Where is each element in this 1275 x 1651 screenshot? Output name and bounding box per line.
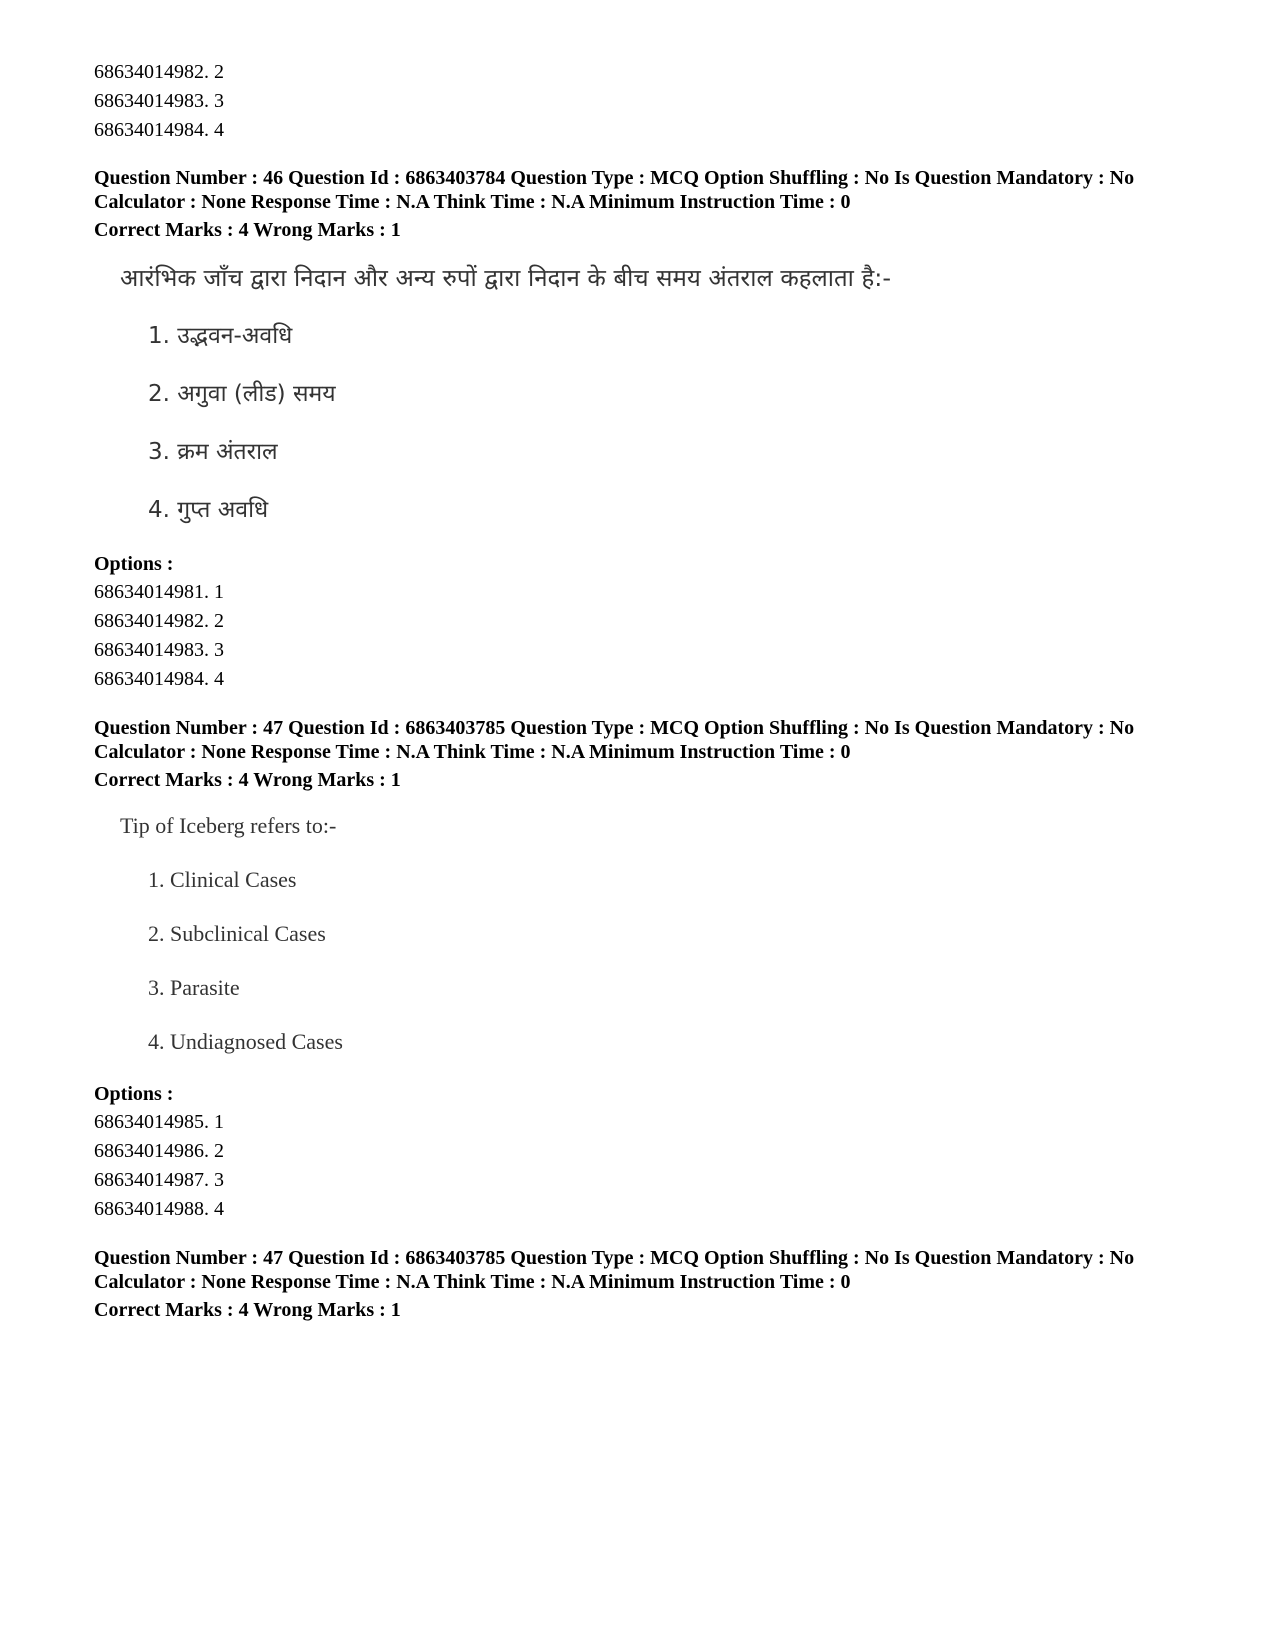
choice-item: 2. अगुवा (लीड) समय <box>148 381 336 407</box>
option-line: 68634014985. 1 <box>94 1111 224 1133</box>
question-content <box>120 810 1204 1058</box>
document-page <box>94 58 1204 1346</box>
options-label: Options : <box>94 1083 174 1105</box>
question-stem: आरंभिक जाँच द्वारा निदान और अन्य रुपों द्वारा निदान के बीच समय अंतराल कहलाता है:- <box>120 264 892 292</box>
option-line: 68634014987. 3 <box>94 1169 224 1191</box>
choice-item: 3. क्रम अंतराल <box>148 439 278 465</box>
option-line: 68634014984. 4 <box>94 119 224 141</box>
option-line: 68634014986. 2 <box>94 1140 224 1162</box>
question-marks: Correct Marks : 4 Wrong Marks : 1 <box>94 1299 401 1321</box>
choice-item: 3. Parasite <box>148 975 240 1000</box>
question-meta: Question Number : 47 Question Id : 6863403785 Question Type : MCQ Option Shuffling : No Is Question Mandatory : No Calculator : None Response Time : N.A Think Time : N.A Minimum Instruction Time : 0 <box>94 1247 1135 1293</box>
options-label: Options : <box>94 553 174 575</box>
option-line: 68634014982. 2 <box>94 61 224 83</box>
question-content <box>120 260 1204 528</box>
option-line: 68634014983. 3 <box>94 90 224 112</box>
option-line: 68634014981. 1 <box>94 581 224 603</box>
question-47 <box>94 716 1204 1224</box>
choice-item: 2. Subclinical Cases <box>148 921 326 946</box>
question-marks: Correct Marks : 4 Wrong Marks : 1 <box>94 769 401 791</box>
choice-item: 4. Undiagnosed Cases <box>148 1029 343 1054</box>
option-line: 68634014982. 2 <box>94 610 224 632</box>
question-meta: Question Number : 46 Question Id : 6863403784 Question Type : MCQ Option Shuffling : No Is Question Mandatory : No Calculator : None Response Time : N.A Think Time : N.A Minimum Instruction Time : 0 <box>94 167 1135 213</box>
choice-item: 1. उद्भवन-अवधि <box>148 323 293 349</box>
question-stem: Tip of Iceberg refers to:- <box>120 813 337 838</box>
option-line: 68634014983. 3 <box>94 639 224 661</box>
question-46 <box>94 166 1204 694</box>
option-line: 68634014988. 4 <box>94 1198 224 1220</box>
question-meta: Question Number : 47 Question Id : 6863403785 Question Type : MCQ Option Shuffling : No Is Question Mandatory : No Calculator : None Response Time : N.A Think Time : N.A Minimum Instruction Time : 0 <box>94 717 1135 763</box>
choice-item: 4. गुप्त अवधि <box>148 497 269 523</box>
option-line: 68634014984. 4 <box>94 668 224 690</box>
question-marks: Correct Marks : 4 Wrong Marks : 1 <box>94 219 401 241</box>
choice-item: 1. Clinical Cases <box>148 867 297 892</box>
question-47-repeat <box>94 1246 1204 1324</box>
previous-options-list <box>94 58 1204 145</box>
